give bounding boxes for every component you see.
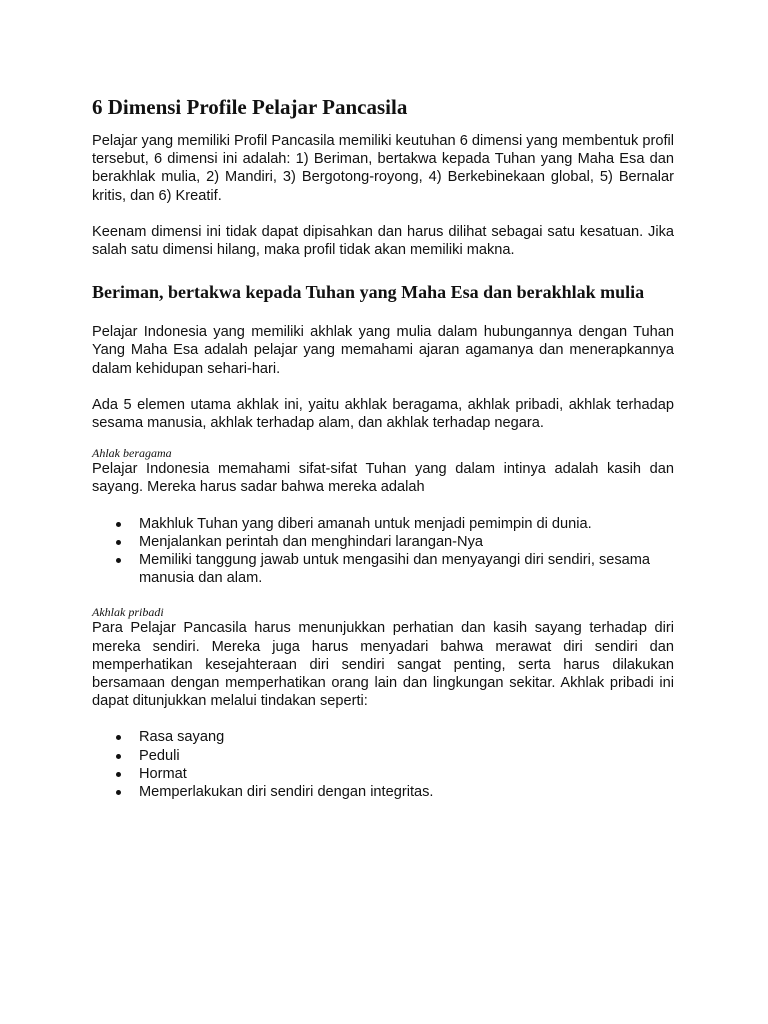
list-item	[92, 728, 674, 746]
ahlak-beragama-paragraph: Pelajar Indonesia memahami sifat-sifat Tuhan yang dalam intinya adalah kasih dan sayang. Mereka harus sadar bahwa mereka adalah	[92, 461, 674, 496]
bullet-icon	[116, 522, 121, 527]
section-heading-beriman: Beriman, bertakwa kepada Tuhan yang Maha Esa dan berakhlak mulia	[92, 282, 645, 303]
akhlak-pribadi-paragraph: Para Pelajar Pancasila harus menunjukkan perhatian dan kasih sayang terhadap diri mereka sendiri. Mereka juga harus menyadari bahwa merawat diri sendiri dan memperhatikan kesejahteraan diri sendiri sangat penting, serta harus dilakukan bersamaan dengan memperhatikan orang lain dan lingkungan sekitar. Akhlak pribadi ini dapat ditunjukkan melalui tindakan seperti:	[92, 620, 674, 710]
list-item-text: Menjalankan perintah dan menghindari larangan-Nya	[139, 533, 483, 550]
list-item	[92, 765, 674, 783]
intro-paragraph-1: Pelajar yang memiliki Profil Pancasila memiliki keutuhan 6 dimensi yang membentuk profil tersebut, 6 dimensi ini adalah: 1) Beriman, bertakwa kepada Tuhan yang Maha Esa dan berakhlak mulia, 2) Mandiri, 3) Bergotong-royong, 4) Berkebinekaan global, 5) Bernalar kritis, dan 6) Kreatif.	[92, 133, 674, 204]
bullet-icon	[116, 540, 121, 545]
section-paragraph-2: Ada 5 elemen utama akhlak ini, yaitu akhlak beragama, akhlak pribadi, akhlak terhadap sesama manusia, akhlak terhadap alam, dan akhlak terhadap negara.	[92, 396, 674, 432]
list-item-text: Peduli	[139, 747, 180, 764]
list-item-text: Memiliki tanggung jawab untuk mengasihi dan menyayangi diri sendiri, sesama manusia dan alam.	[139, 552, 651, 587]
list-item	[92, 747, 674, 765]
list-item	[92, 515, 674, 533]
list-item	[92, 783, 674, 801]
bullet-icon	[116, 735, 121, 740]
bullet-icon	[116, 790, 121, 795]
bullet-icon	[116, 558, 121, 563]
subheading-ahlak-beragama: Ahlak beragama	[92, 446, 172, 461]
list-item-text: Rasa sayang	[139, 729, 225, 746]
subheading-akhlak-pribadi: Akhlak pribadi	[92, 605, 164, 620]
list-item-text: Memperlakukan diri sendiri dengan integritas.	[139, 784, 434, 801]
section-paragraph-1: Pelajar Indonesia yang memiliki akhlak yang mulia dalam hubungannya dengan Tuhan Yang Maha Esa adalah pelajar yang memahami ajaran agamanya dan menerapkannya dalam kehidupan sehari-hari.	[92, 324, 674, 377]
ahlak-beragama-list	[92, 515, 674, 588]
bullet-icon	[116, 754, 121, 759]
list-item	[92, 551, 674, 587]
document-body	[92, 94, 674, 819]
list-item-text: Makhluk Tuhan yang diberi amanah untuk menjadi pemimpin di dunia.	[139, 515, 592, 532]
intro-paragraph-2: Keenam dimensi ini tidak dapat dipisahkan dan harus dilihat sebagai satu kesatuan. Jika salah satu dimensi hilang, maka profil tidak akan memiliki makna.	[92, 223, 674, 259]
document-title: 6 Dimensi Profile Pelajar Pancasila	[92, 95, 408, 119]
bullet-icon	[116, 772, 121, 777]
akhlak-pribadi-list	[92, 728, 674, 801]
list-item	[92, 533, 674, 551]
list-item-text: Hormat	[139, 765, 187, 782]
